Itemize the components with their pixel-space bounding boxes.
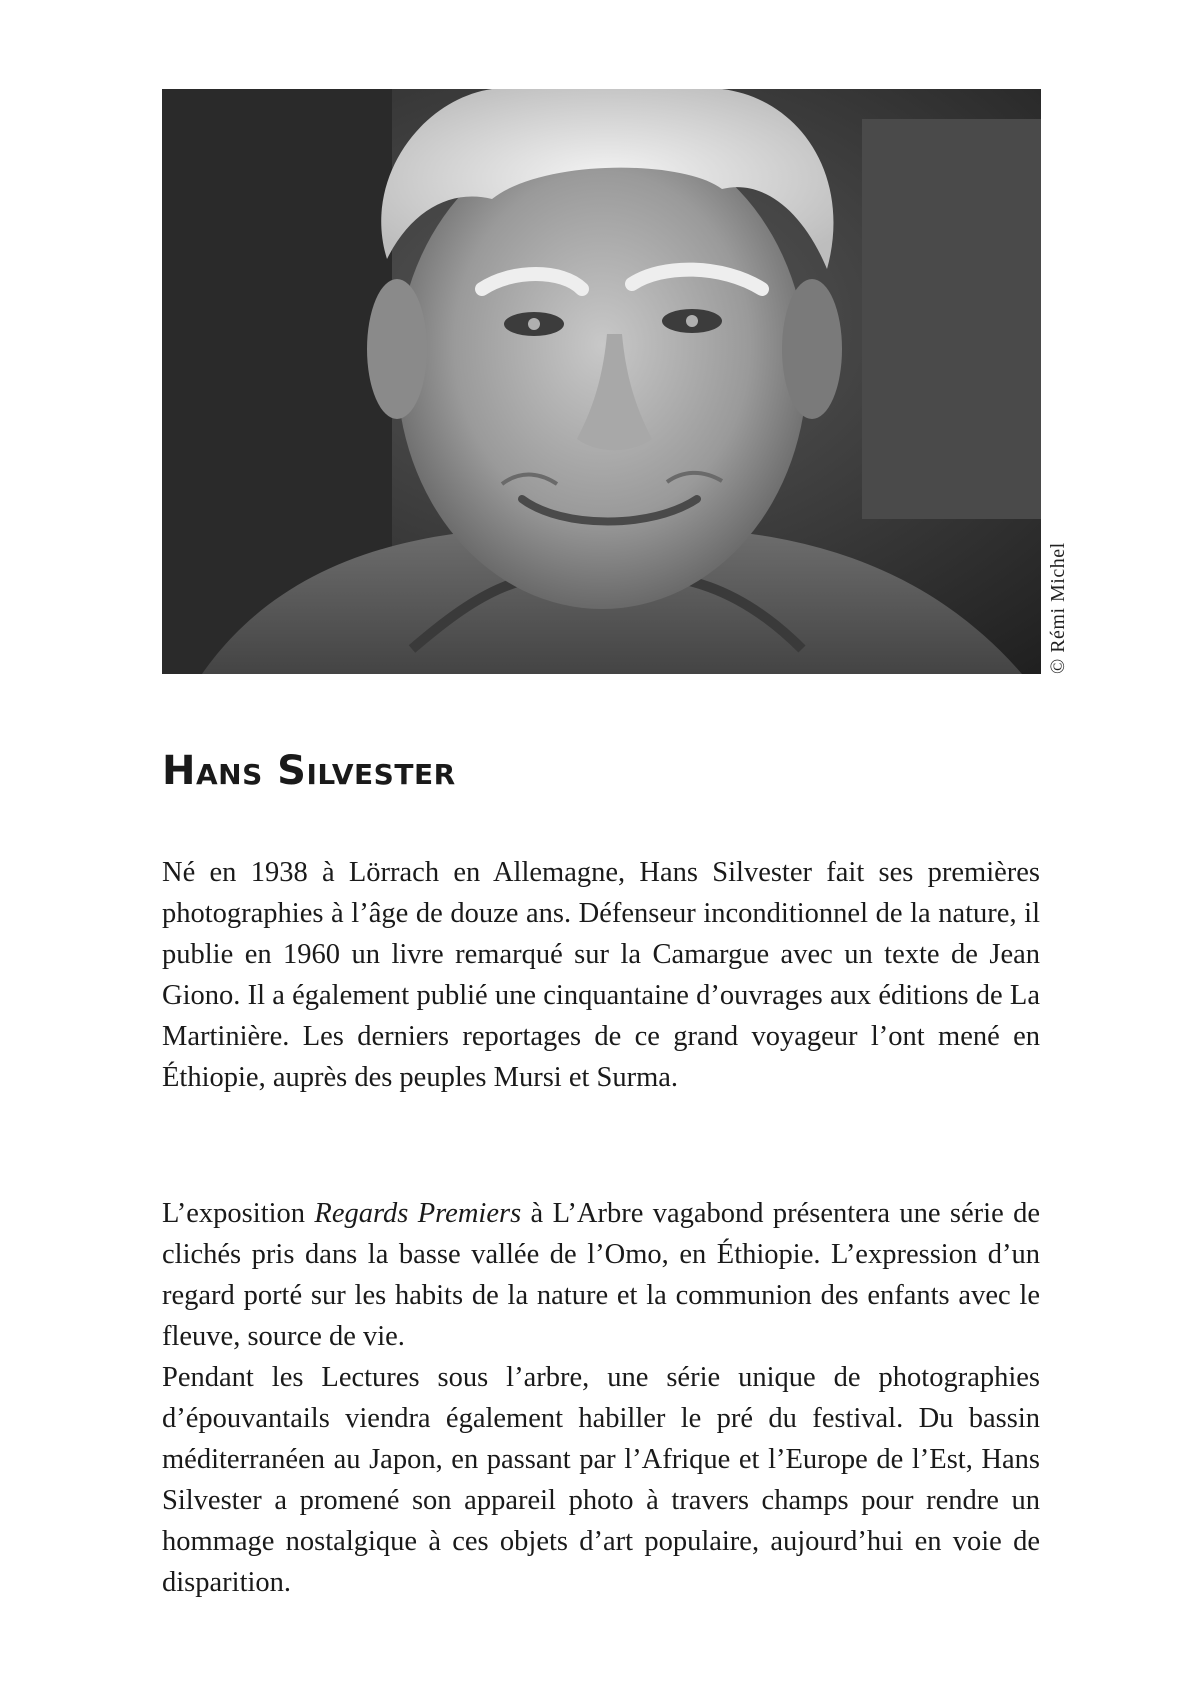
page-title: Hans Silvester xyxy=(162,748,456,794)
exhibition-intro-after: à L’Arbre vagabond présentera une série de clichés pris dans la basse vallée de l’Omo, en Éthiopie. L’expression d’un regard porté sur les habits de la nature et la communion des enfants avec le fleuve, source de vie. xyxy=(162,1198,1041,1352)
photo-credit: © Rémi Michel xyxy=(1047,542,1069,674)
portrait-illustration xyxy=(162,89,1041,674)
exhibition-intro-before: L’exposition xyxy=(162,1198,315,1229)
exhibition-paragraph xyxy=(162,1193,1040,1603)
portrait-photo xyxy=(162,89,1041,674)
exhibition-name: Regards Premiers xyxy=(314,1198,522,1229)
biography-paragraph: Né en 1938 à Lörrach en Allemagne, Hans Silvester fait ses premières photographies à l’âge de douze ans. Défenseur inconditionnel de la nature, il publie en 1960 un livre remarqué sur la Camargue avec un texte de Jean Giono. Il a également publié une cinquantaine d’ouvrages aux éditions de La Martinière. Les derniers reportages de ce grand voyageur l’ont mené en Éthiopie, auprès des peuples Mursi et Surma. xyxy=(162,857,1040,1093)
festival-paragraph: Pendant les Lectures sous l’arbre, une série unique de photographies d’épouvantails viendra également habiller le pré du festival. Du bassin méditerranéen au Japon, en passant par l’Afrique et l’Europe de l’Est, Hans Silvester a promené son appareil photo à travers champs pour rendre un hommage nostalgique à ces objets d’art populaire, aujourd’hui en voie de disparition. xyxy=(162,1362,1040,1598)
